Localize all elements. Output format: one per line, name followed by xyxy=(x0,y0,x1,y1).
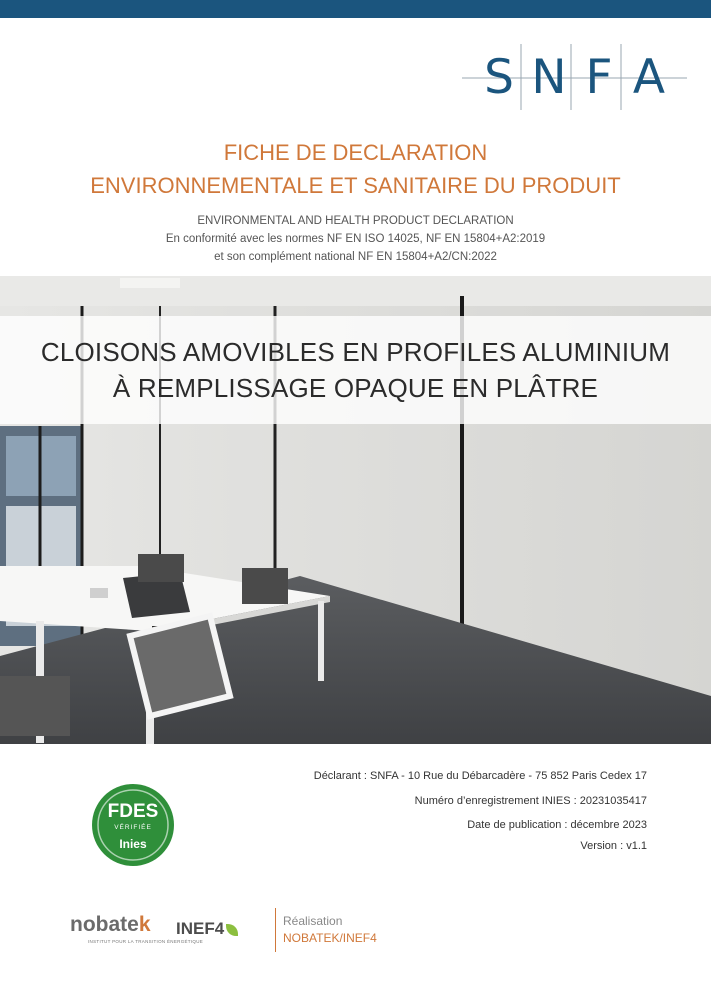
snfa-logo xyxy=(462,44,687,110)
logo-letter-f: F xyxy=(585,50,613,105)
declarant-line: Déclarant : SNFA - 10 Rue du Débarcadère - 75 852 Paris Cedex 17 xyxy=(313,770,647,782)
version-label: Version : v1.1 xyxy=(580,840,647,852)
logo-letter-n: N xyxy=(531,50,567,105)
document-title-line1: FICHE DE DECLARATION xyxy=(223,140,488,165)
leaf-icon xyxy=(226,924,238,936)
badge-subtitle: VÉRIFIÉE xyxy=(114,824,152,831)
nobatek-tagline: INSTITUT POUR LA TRANSITION ÉNERGÉTIQUE xyxy=(88,939,204,944)
subtitle-complement: et son complément national NF EN 15804+A2/CN:2022 xyxy=(214,251,497,263)
logo-letter-a: A xyxy=(632,50,666,105)
publication-date: Date de publication : décembre 2023 xyxy=(467,819,647,831)
subtitle-english: ENVIRONMENTAL AND HEALTH PRODUCT DECLARATION xyxy=(197,215,514,227)
nobatek-name-part2: k xyxy=(138,913,151,936)
realisation-value: NOBATEK/INEF4 xyxy=(283,931,377,945)
registration-number: Numéro d’enregistrement INIES : 20231035417 xyxy=(414,795,647,807)
document-title-line2: ENVIRONNEMENTALE ET SANITAIRE DU PRODUIT xyxy=(90,173,621,198)
logo-letter-s: S xyxy=(484,50,514,105)
subtitle-norms: En conformité avec les normes NF EN ISO 14025, NF EN 15804+A2:2019 xyxy=(165,233,546,245)
inef4-logo xyxy=(176,918,238,940)
product-title-line2: À REMPLISSAGE OPAQUE EN PLÂTRE xyxy=(112,373,599,403)
inef4-text: INEF4 xyxy=(176,919,225,938)
realisation-label: Réalisation xyxy=(283,914,343,928)
badge-brand: Inies xyxy=(119,837,147,851)
product-title-line1: CLOISONS AMOVIBLES EN PROFILES ALUMINIUM xyxy=(40,337,671,367)
nobatek-name-part1: nobate xyxy=(70,913,139,936)
badge-title: FDES xyxy=(107,801,159,822)
footer-divider xyxy=(275,908,276,952)
fdes-verified-badge xyxy=(91,783,175,867)
top-accent-bar xyxy=(0,0,711,18)
